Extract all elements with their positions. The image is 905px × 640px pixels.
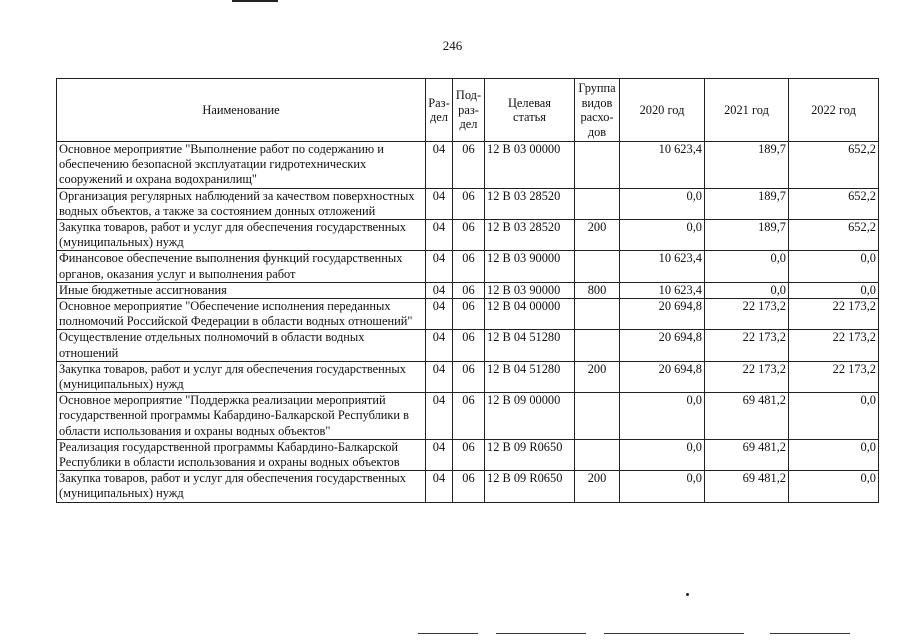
table-row [57, 439, 879, 470]
cell-subsection: 06 [453, 282, 485, 298]
cell-name: Основное мероприятие "Поддержка реализации мероприятий государственной программы Кабардино-Балкарской Республики в области использования и охраны водных объектов" [57, 393, 426, 440]
cell-name: Финансовое обеспечение выполнения функций государственных органов, оказания услуг и выполнения работ [57, 251, 426, 282]
cell-section: 04 [426, 393, 453, 440]
bottom-rule [604, 633, 744, 634]
scan-speck [686, 593, 689, 596]
cell-expense-group [575, 188, 620, 219]
cell-section: 04 [426, 188, 453, 219]
cell-2020: 10 623,4 [620, 251, 705, 282]
cell-subsection: 06 [453, 220, 485, 251]
header-2021: 2021 год [705, 79, 789, 142]
cell-expense-group [575, 251, 620, 282]
cell-2020: 10 623,4 [620, 142, 705, 189]
cell-section: 04 [426, 471, 453, 502]
cell-2021: 0,0 [705, 282, 789, 298]
cell-name: Организация регулярных наблюдений за качеством поверхностных водных объектов, а также за состоянием донных отложений [57, 188, 426, 219]
cell-2022: 652,2 [789, 142, 879, 189]
cell-target: 12 В 09 00000 [485, 393, 575, 440]
cell-name: Основное мероприятие "Обеспечение исполнения переданных полномочий Российской Федерации в области водных отношений" [57, 299, 426, 330]
cell-2022: 0,0 [789, 471, 879, 502]
table-body [57, 142, 879, 503]
header-2022: 2022 год [789, 79, 879, 142]
cell-section: 04 [426, 299, 453, 330]
table-row [57, 393, 879, 440]
cell-target: 12 В 03 28520 [485, 188, 575, 219]
table-row [57, 142, 879, 189]
header-name: Наименование [57, 79, 426, 142]
cell-subsection: 06 [453, 188, 485, 219]
cell-2021: 22 173,2 [705, 299, 789, 330]
cell-2020: 0,0 [620, 439, 705, 470]
table-header [57, 79, 879, 142]
cell-2021: 69 481,2 [705, 393, 789, 440]
cell-name: Иные бюджетные ассигнования [57, 282, 426, 298]
cell-expense-group: 200 [575, 471, 620, 502]
table-row [57, 220, 879, 251]
cell-expense-group: 200 [575, 361, 620, 392]
cell-2021: 69 481,2 [705, 471, 789, 502]
cell-expense-group [575, 330, 620, 361]
table-row [57, 361, 879, 392]
cell-2021: 189,7 [705, 142, 789, 189]
cell-2021: 22 173,2 [705, 330, 789, 361]
cell-2022: 0,0 [789, 439, 879, 470]
header-row [57, 79, 879, 142]
cell-2020: 0,0 [620, 220, 705, 251]
cell-2021: 22 173,2 [705, 361, 789, 392]
cell-2020: 20 694,8 [620, 330, 705, 361]
cell-subsection: 06 [453, 330, 485, 361]
cell-2020: 0,0 [620, 471, 705, 502]
cell-2022: 22 173,2 [789, 330, 879, 361]
cell-target: 12 В 09 R0650 [485, 471, 575, 502]
cell-expense-group: 800 [575, 282, 620, 298]
cell-2022: 22 173,2 [789, 361, 879, 392]
cell-2022: 0,0 [789, 251, 879, 282]
cell-2022: 0,0 [789, 282, 879, 298]
cell-expense-group [575, 142, 620, 189]
cell-2020: 10 623,4 [620, 282, 705, 298]
header-2020: 2020 год [620, 79, 705, 142]
cell-section: 04 [426, 282, 453, 298]
cell-subsection: 06 [453, 142, 485, 189]
cell-expense-group [575, 299, 620, 330]
top-rule [232, 0, 278, 2]
cell-2022: 22 173,2 [789, 299, 879, 330]
cell-target: 12 В 03 90000 [485, 282, 575, 298]
cell-2020: 0,0 [620, 188, 705, 219]
cell-2021: 0,0 [705, 251, 789, 282]
cell-2020: 20 694,8 [620, 361, 705, 392]
cell-subsection: 06 [453, 299, 485, 330]
cell-2022: 652,2 [789, 188, 879, 219]
header-target: Целевая статья [485, 79, 575, 142]
cell-name: Реализация государственной программы Кабардино-Балкарской Республики в области использования и охраны водных объектов [57, 439, 426, 470]
header-expense-group: Группа видов расхо- дов [575, 79, 620, 142]
cell-name: Закупка товаров, работ и услуг для обеспечения государственных (муниципальных) нужд [57, 220, 426, 251]
cell-2022: 652,2 [789, 220, 879, 251]
cell-target: 12 В 09 R0650 [485, 439, 575, 470]
table-row [57, 299, 879, 330]
cell-section: 04 [426, 361, 453, 392]
cell-target: 12 В 03 00000 [485, 142, 575, 189]
table-row [57, 330, 879, 361]
cell-2021: 189,7 [705, 188, 789, 219]
table-row [57, 471, 879, 502]
header-subsection: Под- раз- дел [453, 79, 485, 142]
cell-target: 12 В 04 51280 [485, 361, 575, 392]
cell-expense-group: 200 [575, 220, 620, 251]
cell-subsection: 06 [453, 251, 485, 282]
cell-2022: 0,0 [789, 393, 879, 440]
cell-target: 12 В 04 51280 [485, 330, 575, 361]
bottom-rule [496, 633, 586, 634]
page-number: 246 [442, 38, 463, 53]
bottom-rule [418, 633, 478, 634]
cell-subsection: 06 [453, 471, 485, 502]
table-row [57, 188, 879, 219]
cell-name: Осуществление отдельных полномочий в области водных отношений [57, 330, 426, 361]
cell-name: Закупка товаров, работ и услуг для обеспечения государственных (муниципальных) нужд [57, 361, 426, 392]
cell-expense-group [575, 439, 620, 470]
cell-section: 04 [426, 142, 453, 189]
cell-2020: 0,0 [620, 393, 705, 440]
cell-section: 04 [426, 439, 453, 470]
cell-2021: 189,7 [705, 220, 789, 251]
cell-subsection: 06 [453, 393, 485, 440]
header-section: Раз- дел [426, 79, 453, 142]
cell-subsection: 06 [453, 439, 485, 470]
cell-target: 12 В 03 90000 [485, 251, 575, 282]
cell-name: Закупка товаров, работ и услуг для обеспечения государственных (муниципальных) нужд [57, 471, 426, 502]
table-row [57, 282, 879, 298]
cell-expense-group [575, 393, 620, 440]
table-row [57, 251, 879, 282]
budget-table [56, 78, 879, 503]
cell-2020: 20 694,8 [620, 299, 705, 330]
cell-section: 04 [426, 220, 453, 251]
cell-target: 12 В 04 00000 [485, 299, 575, 330]
cell-subsection: 06 [453, 361, 485, 392]
cell-name: Основное мероприятие "Выполнение работ по содержанию и обеспечению безопасной эксплуатации гидротехнических сооружений и охрана водохранилищ" [57, 142, 426, 189]
cell-2021: 69 481,2 [705, 439, 789, 470]
cell-section: 04 [426, 330, 453, 361]
cell-section: 04 [426, 251, 453, 282]
cell-target: 12 В 03 28520 [485, 220, 575, 251]
bottom-rule [770, 633, 850, 634]
